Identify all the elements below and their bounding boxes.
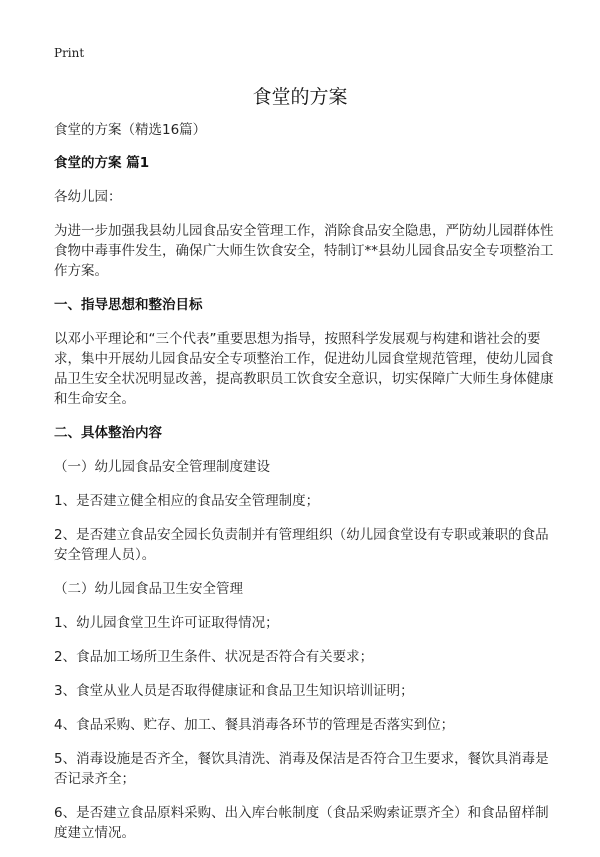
list-item: 1、是否建立健全相应的食品安全管理制度； [54,493,320,509]
guiding-paragraph: 以邓小平理论和“三个代表”重要思想为指导，按照科学发展观与构建和谐社会的要求，集中开展幼儿园食品安全专项整治工作，促进幼儿园食堂规范管理，使幼儿园食品卫生安全状况明显改善，提高教职员工饮食安全意识，切实保障广大师生身体健康和生命安全。 [54,331,554,407]
list-item: 5、消毒设施是否齐全，餐饮具清洗、消毒及保洁是否符合卫生要求，餐饮具消毒是否记录齐全； [54,751,549,787]
list-item: 1、幼儿园食堂卫生许可证取得情况； [54,615,279,631]
subheading-hygiene-management: （二）幼儿园食品卫生安全管理 [54,581,243,597]
list-item: 2、是否建立食品安全园长负责制并有管理组织（幼儿园食堂设有专职或兼职的食品安全管理人员）。 [54,527,549,563]
list-item: 2、食品加工场所卫生条件、状况是否符合有关要求； [54,649,374,665]
list-item: 4、食品采购、贮存、加工、餐具消毒各环节的管理是否落实到位； [54,717,455,733]
heading-rectification-content: 二、具体整治内容 [54,425,162,441]
document-subtitle: 食堂的方案（精选16篇） [54,122,207,138]
intro-paragraph: 为进一步加强我县幼儿园食品安全管理工作，消除食品安全隐患，严防幼儿园群体性食物中毒事件发生，确保广大师生饮食安全，特制订**县幼儿园食品安全专项整治工作方案。 [54,223,554,279]
subheading-management-system: （一）幼儿园食品安全管理制度建设 [54,459,270,475]
heading-guiding-ideology: 一、指导思想和整治目标 [54,297,203,313]
list-item: 3、食堂从业人员是否取得健康证和食品卫生知识培训证明； [54,683,414,699]
salutation: 各幼儿园： [54,189,122,205]
section-title: 食堂的方案 篇1 [54,155,150,171]
list-item: 6、是否建立食品原料采购、出入库台帐制度（食品采购索证票齐全）和食品留样制度建立情况。 [54,805,549,841]
print-link[interactable]: Print [54,46,85,60]
document-body [54,120,554,857]
document-title: 食堂的方案 [252,86,348,108]
